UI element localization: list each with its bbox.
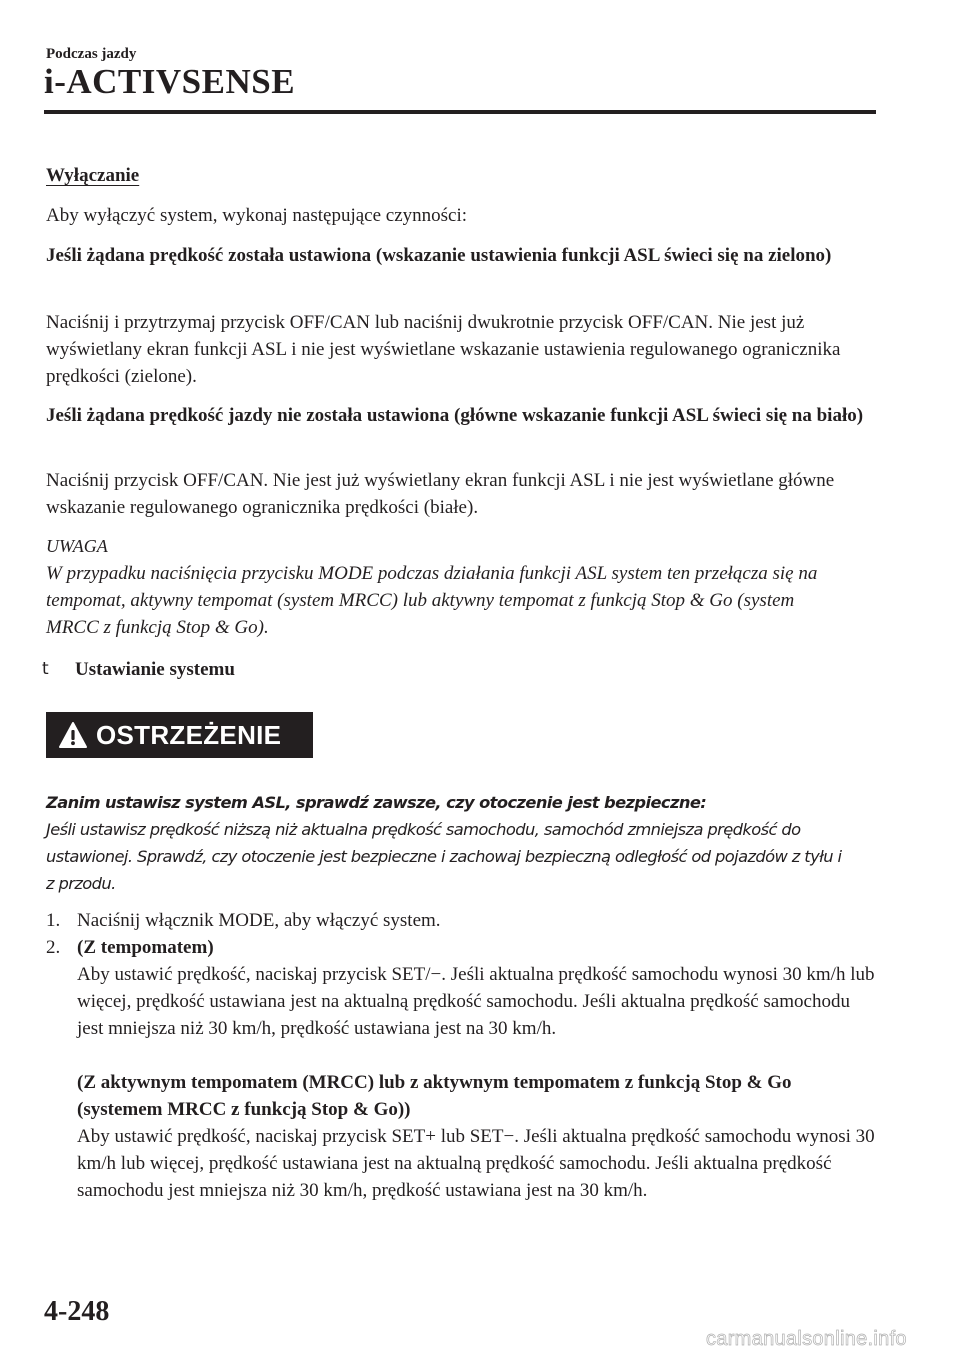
case1-title: Jeśli żądana prędkość została ustawiona (wskazanie ustawienia funkcji ASL świeci się na zielono) — [46, 245, 832, 266]
bullet-icon: t — [42, 659, 49, 679]
step-text: Aby ustawić prędkość, naciskaj przycisk SET/−. Jeśli aktualna prędkość samochodu wynosi 30 km/h lub więcej, prędkość ustawiana jest na aktualną prędkość samochodu. Jeśli aktualna prędkość samochodu jest mniejsza niż 30 km/h, prędkość ustawiana jest na 30 km/h. — [77, 964, 875, 1039]
step-text: Naciśnij włącznik MODE, aby włączyć system. — [77, 910, 441, 931]
watermark: carmanualsonline.info — [706, 1328, 907, 1350]
header-divider — [44, 110, 876, 114]
case1-text: Naciśnij i przytrzymaj przycisk OFF/CAN lub naciśnij dwukrotnie przycisk OFF/CAN. Nie jest już wyświetlany ekran funkcji ASL i nie jest wyświetlane wskazanie ustawienia regulowanego ogranicznika prędkości (zielone). — [46, 312, 841, 387]
warning-label: OSTRZEŻENIE — [96, 719, 282, 750]
note-text: W przypadku naciśnięcia przycisku MODE podczas działania funkcji ASL system ten przełącza się na tempomat, aktywny tempomat (system MRCC) lub aktywny tempomat z funkcją Stop & Go (system MRCC z funkcją Stop & Go). — [46, 563, 818, 638]
step-subtitle: (Z tempomatem) — [77, 937, 214, 958]
warning-triangle-icon — [58, 721, 88, 749]
page-number: 4-248 — [44, 1296, 110, 1327]
intro-text: Aby wyłączyć system, wykonaj następujące czynności: — [46, 205, 468, 226]
section-label: Podczas jazdy — [46, 46, 137, 62]
step-number: 1. — [46, 910, 61, 931]
note-label: UWAGA — [46, 536, 108, 556]
page-title: i-ACTIVSENSE — [44, 62, 296, 101]
warning-banner — [46, 712, 313, 758]
step-number: 2. — [46, 937, 61, 958]
warning-bold-line: Zanim ustawisz system ASL, sprawdź zawsze, czy otoczenie jest bezpieczne: — [46, 793, 707, 812]
step-subtitle: (Z aktywnym tempomatem (MRCC) lub z aktywnym tempomatem z funkcją Stop & Go (systemem MRCC z funkcją Stop & Go)) — [77, 1072, 792, 1120]
warning-text: Jeśli ustawisz prędkość niższą niż aktualna prędkość samochodu, samochód zmniejsza prędkość do ustawionej. Sprawdź, czy otoczenie jest bezpieczne i zachowaj bezpieczną odległość od pojazdów z tyłu i z przodu. — [46, 820, 842, 893]
heading-off: Wyłączanie — [46, 165, 140, 186]
case2-title: Jeśli żądana prędkość jazdy nie została ustawiona (główne wskazanie funkcji ASL świeci się na biało) — [46, 405, 864, 426]
step-text: Aby ustawić prędkość, naciskaj przycisk SET+ lub SET−. Jeśli aktualna prędkość samochodu wynosi 30 km/h lub więcej, prędkość ustawiana jest na aktualną prędkość samochodu. Jeśli aktualna prędkość samochodu jest mniejsza niż 30 km/h, prędkość ustawiana jest na 30 km/h. — [77, 1126, 875, 1201]
case2-text: Naciśnij przycisk OFF/CAN. Nie jest już wyświetlany ekran funkcji ASL i nie jest wyświetlane główne wskazanie regulowanego ogranicznika prędkości (białe). — [46, 470, 835, 518]
setting-heading: Ustawianie systemu — [75, 659, 235, 680]
